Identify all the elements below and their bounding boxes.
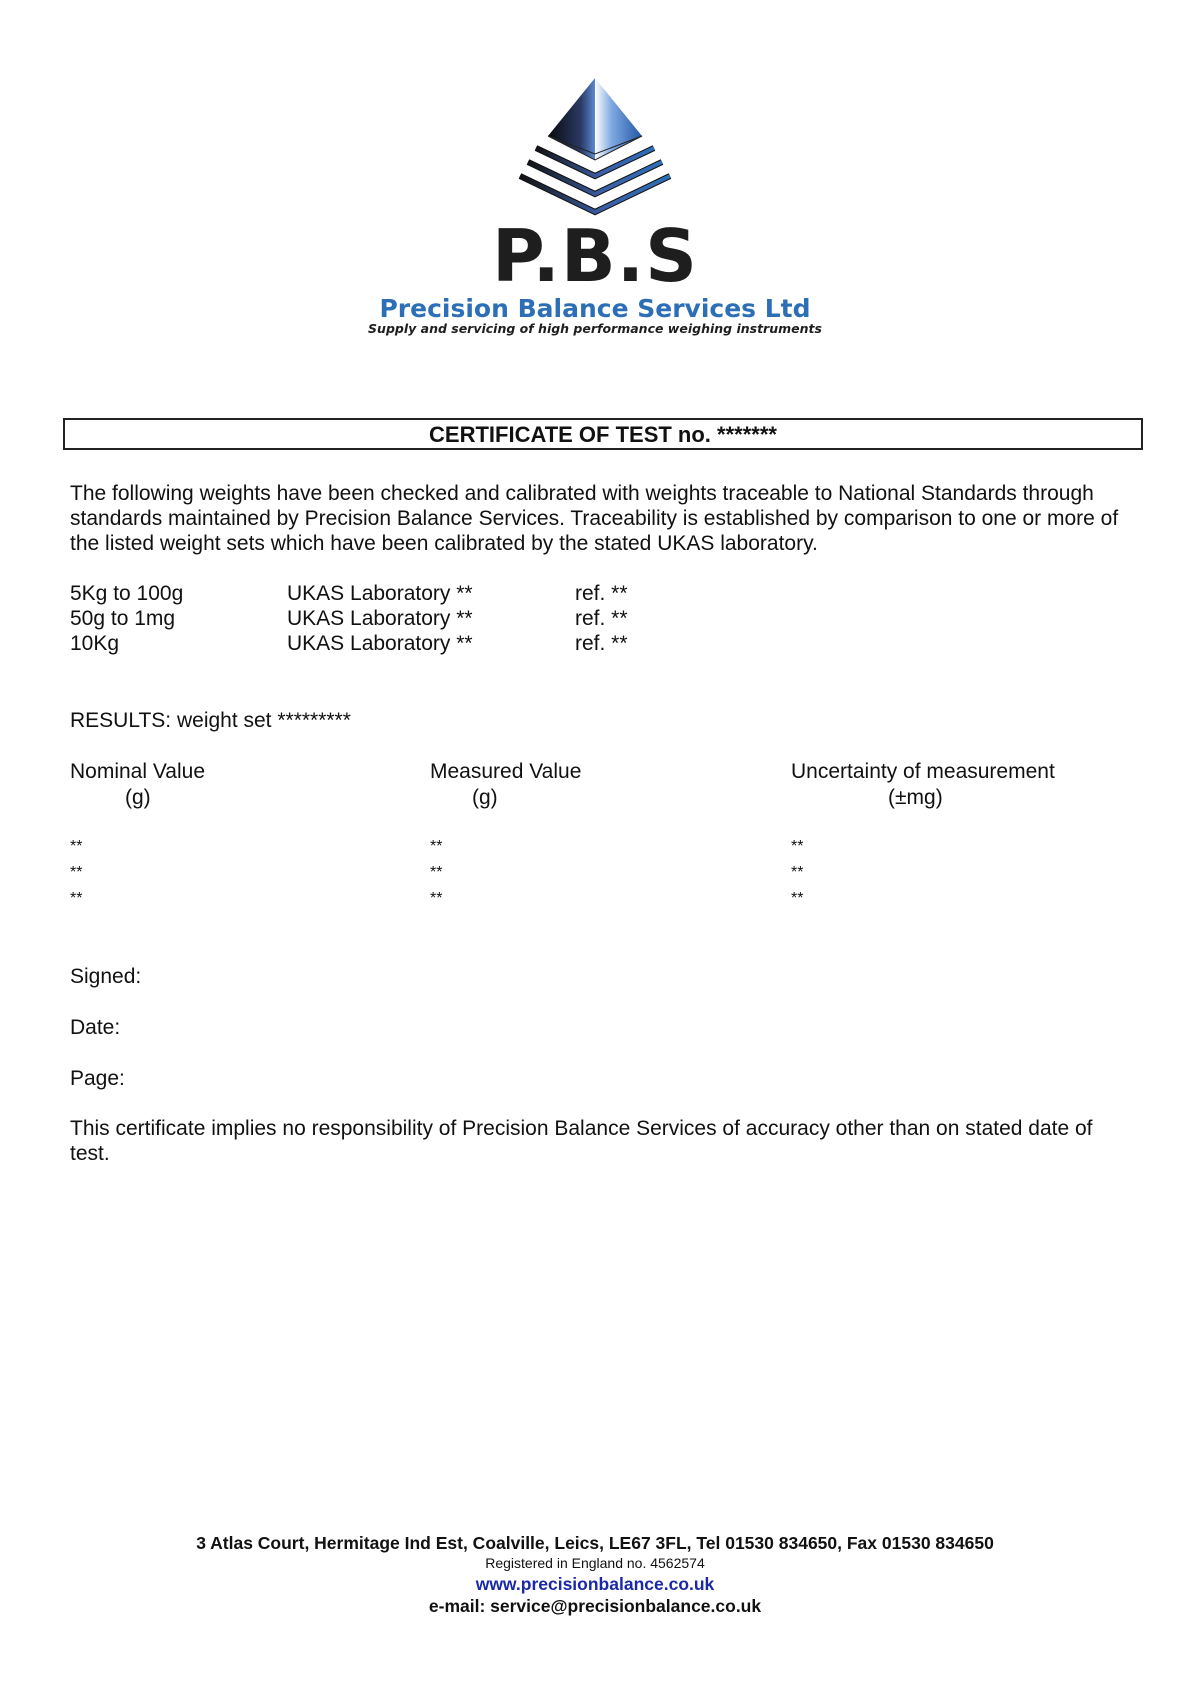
table-cell: ** xyxy=(430,864,443,881)
ref-lab: UKAS Laboratory ** xyxy=(287,632,473,655)
table-cell: ** xyxy=(70,864,83,881)
intro-paragraph: The following weights have been checked and calibrated with weights traceable to National Standards through standards maintained by Precision Balance Services. Traceability is established by comparison to one or more of the listed weight sets which have been calibrated by the stated UKAS laboratory. xyxy=(70,482,1119,555)
header-measured-unit: (g) xyxy=(472,786,498,809)
disclaimer: This certificate implies no responsibility of Precision Balance Services of accuracy other than on stated date of test. xyxy=(70,1117,1093,1165)
logo-tagline: Supply and servicing of high performance weighing instruments xyxy=(368,321,822,336)
signed-label: Signed: xyxy=(70,965,142,988)
logo-initials: P.B.S xyxy=(492,214,698,298)
table-cell: ** xyxy=(791,838,804,855)
footer-email[interactable]: e-mail: service@precisionbalance.co.uk xyxy=(428,1596,762,1616)
ref-code: ref. ** xyxy=(575,607,628,630)
header-measured-value: Measured Value xyxy=(430,760,582,783)
footer-address: 3 Atlas Court, Hermitage Ind Est, Coalville, Leics, LE67 3FL, Tel 01530 834650, Fax 01530 834650 xyxy=(196,1533,994,1553)
page-label: Page: xyxy=(70,1067,125,1090)
pyramid-logo-icon xyxy=(514,78,676,228)
table-cell: ** xyxy=(791,890,804,907)
company-logo xyxy=(0,78,1190,348)
header-nominal-unit: (g) xyxy=(125,786,151,809)
footer-website-link[interactable]: www.precisionbalance.co.uk xyxy=(475,1574,715,1594)
table-cell: ** xyxy=(70,890,83,907)
ref-range: 5Kg to 100g xyxy=(70,582,184,605)
ref-code: ref. ** xyxy=(575,582,628,605)
ref-lab: UKAS Laboratory ** xyxy=(287,582,473,605)
ref-range: 50g to 1mg xyxy=(70,607,176,630)
table-cell: ** xyxy=(430,890,443,907)
table-cell: ** xyxy=(430,838,443,855)
ref-range: 10Kg xyxy=(70,632,120,655)
certificate-title-box xyxy=(63,418,1143,450)
ref-code: ref. ** xyxy=(575,632,628,655)
table-cell: ** xyxy=(791,864,804,881)
header-uncertainty-unit: (±mg) xyxy=(888,786,943,809)
ref-lab: UKAS Laboratory ** xyxy=(287,607,473,630)
results-title: RESULTS: weight set ********* xyxy=(70,709,351,732)
certificate-title: CERTIFICATE OF TEST no. ******* xyxy=(429,422,777,447)
date-label: Date: xyxy=(70,1016,121,1039)
footer-registration: Registered in England no. 4562574 xyxy=(485,1555,705,1571)
header-uncertainty: Uncertainty of measurement xyxy=(791,760,1055,783)
header-nominal-value: Nominal Value xyxy=(70,760,206,783)
logo-company-name: Precision Balance Services Ltd xyxy=(379,294,811,323)
table-cell: ** xyxy=(70,838,83,855)
